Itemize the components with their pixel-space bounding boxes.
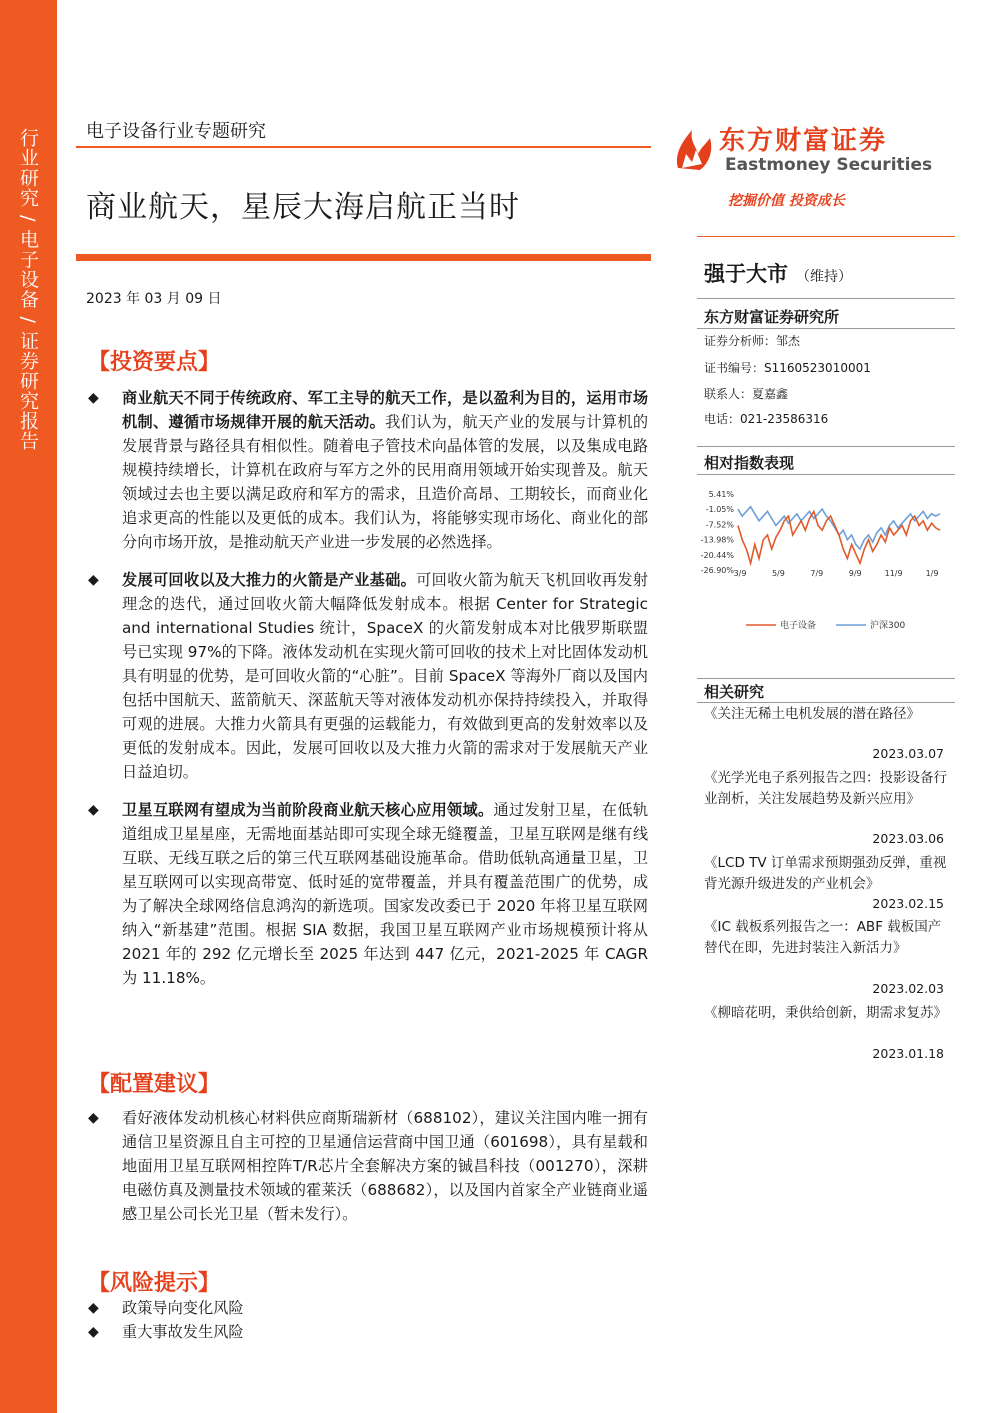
page-title: 商业航天，星辰大海启航正当时 [86,190,520,225]
y-tick-label: -7.52% [705,520,734,530]
list-item [88,386,648,554]
brand-slogan: 挖掘价值 投资成长 [728,193,845,209]
legend-label: 电子设备 [780,621,817,631]
y-tick-label: 5.41% [708,490,734,499]
x-tick-label: 11/9 [884,569,903,578]
relative-index-chart [698,478,955,638]
list-item [88,1106,648,1226]
right-divider-rating [697,298,955,299]
bullet-text: 我们认为，航天产业的发展与计算机的发展背景与路径具有相似性。随着电子管技术向晶体管的发展，以及集成电路规模持续增长，计算机在政府与军方之外的民用商用领域开始实现普及。航天领域过去也主要以满足政府和军方的需求，且造价高昂、工期较长，而商业化追求更高的性能以及更低的成本。我们认为，将能够实现市场化、商业化的部分向市场开放，是推动航天产业进一步发展的必然选择。 [122,413,649,551]
allocation-bullets [88,1106,648,1226]
right-divider-chart2 [697,474,955,475]
header-divider-top [76,146,651,148]
related-item[interactable]: 《关注无稀土电机发展的潜在路径》 [704,706,920,722]
y-tick-label: -1.05% [705,505,734,515]
related-item-date: 2023.02.03 [872,981,944,996]
diamond-bullet-icon: ◆ [88,572,99,588]
y-tick-label: -26.90% [700,566,734,575]
list-item [88,798,648,990]
bullet-bold: 发展可回收以及大推力的火箭是产业基础。 [122,571,417,589]
right-divider-related2 [697,702,955,703]
bullet-bold: 商业航天不同于传统政府、军工主导的航天工作，是以盈利为目的，运用市场机制、遵循市场规律开展的航天活动。 [122,389,648,431]
report-date: 2023 年 03 月 09 日 [86,291,222,307]
diamond-bullet-icon: ◆ [88,802,99,818]
allocation-text: 看好液体发动机核心材料供应商斯瑞新材（688102），建议关注国内唯一拥有通信卫星资源且自主可控的卫星通信运营商中国卫通（601698），具有星载和地面用卫星互联网相控阵T/R芯片全套解决方案的铖昌科技（001270），深耕电磁仿真及测量技术领域的霍莱沃（688682），以及国内首家全产业链商业遥感卫星公司长光卫星（暂未发行）。 [122,1109,648,1223]
risk-item: 重大事故发生风险 [122,1323,244,1341]
risk-bullets [88,1296,648,1344]
series-line-hs300 [738,507,940,549]
investment-heading: 【投资要点】 [88,350,221,375]
y-tick-label: -13.98% [700,535,734,545]
right-divider-inst [697,328,955,329]
rating-status: （维持） [796,269,852,285]
related-item-date: 2023.03.06 [872,831,944,846]
risk-item: 政策导向变化风险 [122,1299,244,1317]
brand-logo [672,120,933,180]
series-line-electronics [738,511,940,563]
brand-name-cn: 东方财富证券 [719,126,888,156]
related-item-date: 2023.01.18 [872,1046,944,1061]
bullet-bold: 卫星互联网有望成为当前阶段商业航天核心应用领域。 [122,801,494,819]
list-item [88,568,648,784]
y-tick-label: -20.44% [700,550,734,560]
x-tick-label: 7/9 [810,569,824,578]
diamond-bullet-icon: ◆ [88,1300,99,1316]
brand-name-en: Eastmoney Securities [725,155,933,175]
related-item-date: 2023.03.07 [872,746,944,761]
analyst: 证券分析师：邹杰 [704,334,801,348]
chart-section-title: 相对指数表现 [704,454,795,472]
legend-label: 沪深300 [870,621,906,631]
right-divider-chart [697,446,955,447]
related-item[interactable]: 《IC 载板系列报告之一：ABF 载板国产替代在即，先进封装注入新活力》 [704,919,942,956]
related-item[interactable]: 《柳暗花明，秉供给创新，期需求复苏》 [704,1005,947,1021]
phone: 电话：021-23586316 [704,412,829,426]
allocation-heading: 【配置建议】 [88,1072,221,1097]
list-item [88,1320,648,1344]
list-item [88,1296,648,1320]
right-divider-top [697,236,955,237]
rating-label: 强于大市 [704,262,788,286]
contact: 联系人：夏嘉鑫 [704,387,789,401]
sidebar-label: 行业研究 / 电子设备 / 证券研究报告 [17,128,39,451]
x-tick-label: 5/9 [771,569,785,578]
bullet-text: 通过发射卫星，在低轨道组成卫星星座，无需地面基站即可实现全球无缝覆盖，卫星互联网是继有线互联、无线互联之后的第三代互联网基础设施革命。借助低轨高通量卫星，卫星互联网可以实现高带宽、低时延的宽带覆盖，并具有覆盖范围广的优势，成为了解决全球网络信息鸿沟的新选项。国家发改委已于 2020 年将卫星互联网纳入“新基建”范围。根据 SIA 数据，我国卫星互联网产业市场规模预计将从 2021 年的 292 亿元增长至 2025 年达到 447 亿元，2021-2025 年 CAGR 为 11.18%。 [122,801,649,987]
rating [704,258,852,288]
related-item[interactable]: 《光学光电子系列报告之四：投影设备行业剖析，关注发展趋势及新兴应用》 [704,770,947,807]
institute-name: 东方财富证券研究所 [704,308,840,326]
risk-heading: 【风险提示】 [88,1271,221,1296]
related-item-date: 2023.02.15 [872,896,944,911]
diamond-bullet-icon: ◆ [88,390,99,406]
sidebar-band [0,0,57,1413]
report-category: 电子设备行业专题研究 [86,121,266,142]
related-item[interactable]: 《LCD TV 订单需求预期强劲反弹，重视背光源升级进发的产业机会》 [704,855,947,892]
bullet-text: 可回收火箭为航天飞机回收再发射理念的迭代，通过回收火箭大幅降低发射成本。根据 Center for Strategic and international Studies 统计，SpaceX 的火箭发射成本对比俄罗斯联盟号已实现 97%的下降。液体发动机在实现火箭可回收的技术上对比固体发动机具有明显的优势，是可回收火箭的“心脏”。目前 SpaceX 等海外厂商以及国内包括中国航天、蓝箭航天、深蓝航天等对液体发动机亦保持持续投入，并取得可观的进展。大推力火箭具有更强的运载能力，有效做到更高的发射效率以及更低的发射成本。因此，发展可回收以及大推力火箭的需求对于发展航天产业日益迫切。 [122,571,649,781]
x-tick-label: 3/9 [733,569,747,578]
cert-number: 证书编号：S1160523010001 [704,361,871,375]
investment-bullets [88,386,648,990]
x-tick-label: 9/9 [848,569,862,578]
flame-logo-icon [672,124,716,172]
header-divider-thick [76,254,651,261]
related-title: 相关研究 [704,683,765,701]
diamond-bullet-icon: ◆ [88,1324,99,1340]
right-divider-related [697,678,955,679]
diamond-bullet-icon: ◆ [88,1110,99,1126]
x-tick-label: 1/9 [925,569,939,578]
